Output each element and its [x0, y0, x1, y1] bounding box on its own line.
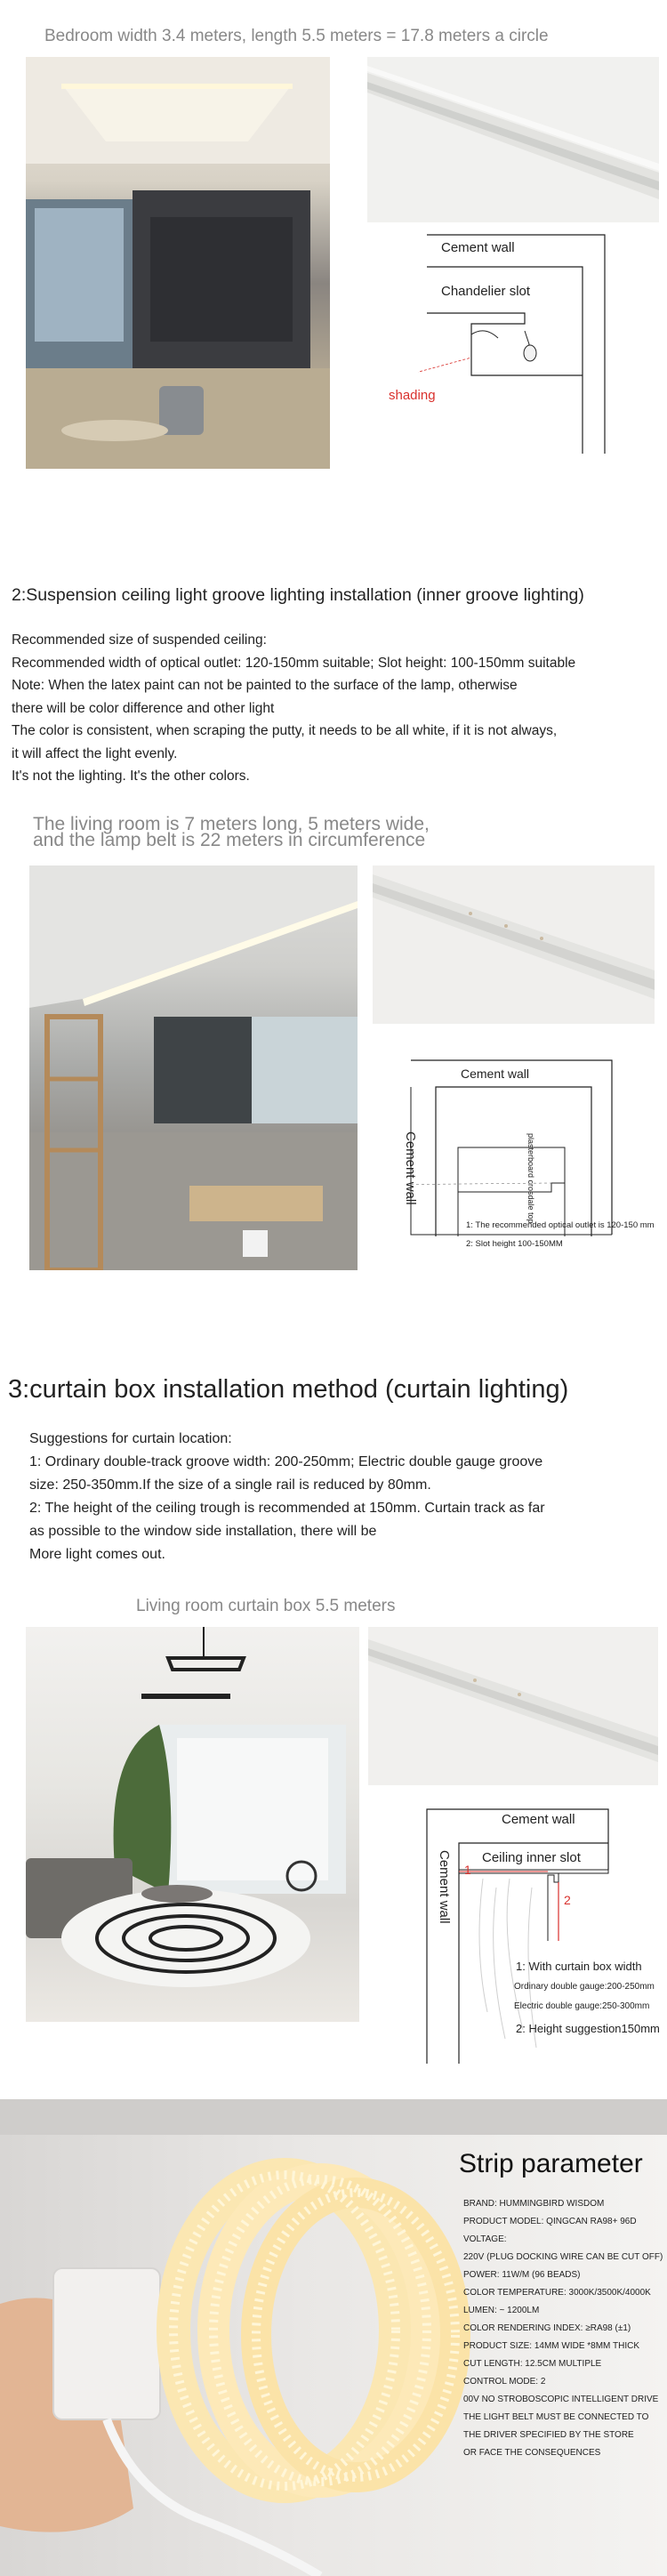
- shading-label: shading: [389, 388, 436, 403]
- diagram2-board-label: plasterboard crosdale top: [526, 1133, 535, 1224]
- param-line: COLOR TEMPERATURE: 3000K/3500K/4000K: [463, 2288, 651, 2298]
- param-line: 220V (PLUG DOCKING WIRE CAN BE CUT OFF): [463, 2252, 663, 2262]
- param-line: COLOR RENDERING INDEX: ≥RA98 (±1): [463, 2323, 631, 2333]
- diagram3-wall-left: Cement wall: [437, 1850, 452, 1924]
- bedroom-caption: Bedroom width 3.4 meters, length 5.5 meters = 17.8 meters a circle: [44, 27, 549, 45]
- diagram2-wall-top: Cement wall: [461, 1067, 530, 1081]
- strip-parameter-list: [463, 2195, 663, 2462]
- param-line: POWER: 11W/M (96 BEADS): [463, 2270, 581, 2280]
- diagram3-note-3: Electric double gauge:250-300mm: [514, 2001, 650, 2011]
- diagram2-wall-left: Cement wall: [403, 1131, 418, 1205]
- param-line: PRODUCT SIZE: 14MM WIDE *8MM THICK: [463, 2341, 639, 2351]
- param-line: CUT LENGTH: 12.5CM MULTIPLE: [463, 2359, 602, 2369]
- param-line: OR FACE THE CONSEQUENCES: [463, 2448, 601, 2458]
- param-line: THE LIGHT BELT MUST BE CONNECTED TO: [463, 2412, 649, 2422]
- section2-line: Note: When the latex paint can not be painted to the surface of the lamp, otherwise: [12, 678, 518, 693]
- diagram3-note-4: 2: Height suggestion150mm: [516, 2022, 660, 2035]
- diagram3-mark-2: 2: [564, 1893, 571, 1907]
- strip-parameter-title: Strip parameter: [459, 2149, 643, 2178]
- section2-body: [12, 629, 661, 788]
- section2-line: there will be color difference and other light: [12, 700, 275, 716]
- param-line: VOLTAGE:: [463, 2234, 507, 2244]
- section2-line: Recommended width of optical outlet: 120-150mm suitable; Slot height: 100-150mm suitable: [12, 655, 576, 671]
- section3-heading: 3:curtain box installation method (curtain lighting): [8, 1375, 569, 1404]
- inner-groove-diagram: [409, 1059, 614, 1236]
- diagram1-wall-label: Cement wall: [441, 240, 515, 255]
- section2-line: The color is consistent, when scraping the putty, it needs to be all white, if it is not always,: [12, 723, 558, 738]
- section2-line: it will affect the light evenly.: [12, 745, 178, 761]
- diagram3-note-1: 1: With curtain box width: [516, 1960, 642, 1973]
- section3-line: 2: The height of the ceiling trough is recommended at 150mm. Curtain track as far: [29, 1501, 545, 1516]
- curtain-caption: Living room curtain box 5.5 meters: [136, 1597, 396, 1615]
- curtain-room-photo: [26, 1627, 359, 2022]
- section2-heading: 2:Suspension ceiling light groove lighting installation (inner groove lighting): [12, 585, 584, 605]
- diagram3-note-2: Ordinary double gauge:200-250mm: [514, 1982, 655, 1992]
- profile-photo-3: [368, 1627, 658, 1785]
- caption-line-2: and the lamp belt is 22 meters in circumference: [33, 830, 426, 850]
- param-line: PRODUCT MODEL: QINGCAN RA98+ 96D: [463, 2217, 637, 2226]
- diagram3-slot-label: Ceiling inner slot: [482, 1850, 581, 1865]
- caption-line-1: The living room is 7 meters long, 5 meters wide,: [33, 814, 430, 834]
- chandelier-slot-diagram: [418, 233, 631, 455]
- section3-line: as possible to the window side installation, there will be: [29, 1524, 377, 1539]
- param-line: 00V NO STROBOSCOPIC INTELLIGENT DRIVE: [463, 2395, 659, 2404]
- param-line: LUMEN: ~ 1200LM: [463, 2306, 540, 2315]
- section2-line: Recommended size of suspended ceiling:: [12, 632, 267, 648]
- living-room-ceiling-photo: [29, 865, 358, 1270]
- section3-line: size: 250-350mm.If the size of a single rail is reduced by 80mm.: [29, 1477, 431, 1493]
- param-line: CONTROL MODE: 2: [463, 2377, 546, 2387]
- param-line: THE DRIVER SPECIFIED BY THE STORE: [463, 2430, 634, 2440]
- section3-line: Suggestions for curtain location:: [29, 1431, 232, 1446]
- section3-body: [29, 1428, 652, 1566]
- living-room-caption: [33, 814, 430, 850]
- diagram2-note-1: 1: The recommended optical outlet is 120-150 mm: [466, 1220, 655, 1230]
- profile-photo-1: [367, 57, 659, 222]
- diagram2-note-2: 2: Slot height 100-150MM: [466, 1239, 563, 1249]
- section2-line: It's not the lighting. It's the other colors.: [12, 769, 250, 784]
- diagram3-wall-top: Cement wall: [502, 1812, 575, 1827]
- section3-line: 1: Ordinary double-track groove width: 200-250mm; Electric double gauge groove: [29, 1454, 543, 1469]
- param-line: BRAND: HUMMINGBIRD WISDOM: [463, 2199, 605, 2209]
- bedroom-ceiling-photo: [26, 57, 330, 469]
- profile-photo-2: [373, 865, 655, 1024]
- diagram3-mark-1: 1: [464, 1863, 471, 1877]
- diagram1-slot-label: Chandelier slot: [441, 284, 531, 299]
- section3-line: More light comes out.: [29, 1547, 165, 1562]
